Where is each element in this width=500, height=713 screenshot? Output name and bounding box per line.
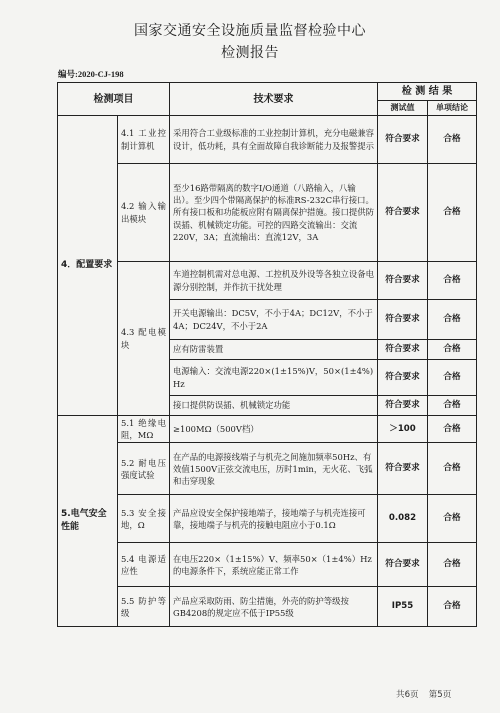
table-row: [58, 495, 477, 543]
header-conclusion: 单项结论: [428, 101, 477, 116]
table-row: [58, 543, 477, 587]
header-technical-requirement: 技术要求: [170, 83, 378, 116]
test-item-cell: 5.4 电源适应性: [118, 543, 170, 587]
document-number: 编号:2020-CJ-198: [58, 69, 124, 79]
report-title-line1: 国家交通安全设施质量监督检验中心: [134, 23, 366, 39]
requirement-cell: 应有防雷装置: [170, 340, 378, 360]
page-footer: [396, 688, 461, 700]
table-row: [58, 416, 477, 443]
table-row: [58, 587, 477, 627]
table-row: [58, 116, 477, 164]
measured-value-cell: IP55: [378, 587, 428, 627]
measured-value-cell: 符合要求: [378, 543, 428, 587]
test-item-cell: 4.2 输入输出模块: [118, 164, 170, 262]
test-item-cell: 5.3 安全接地，Ω: [118, 495, 170, 543]
inspection-table: [57, 82, 477, 627]
test-item-cell: 4.1 工业控制计算机: [118, 116, 170, 164]
conclusion-cell: 合格: [428, 416, 477, 443]
conclusion-cell: 合格: [428, 116, 477, 164]
conclusion-cell: 合格: [428, 587, 477, 627]
table-row: [58, 164, 477, 262]
measured-value-cell: 符合要求: [378, 262, 428, 300]
requirement-cell: 产品应采取防雨、防尘措施，外壳的防护等级按GB4208的规定应不低于IP55级: [170, 587, 378, 627]
category-cell: 4．配置要求: [58, 116, 118, 416]
header-test-result: 检 测 结 果: [378, 83, 477, 101]
conclusion-cell: 合格: [428, 396, 477, 416]
measured-value-cell: 符合要求: [378, 116, 428, 164]
measured-value-cell: 符合要求: [378, 396, 428, 416]
measured-value-cell: ＞100: [378, 416, 428, 443]
conclusion-cell: 合格: [428, 340, 477, 360]
conclusion-cell: 合格: [428, 543, 477, 587]
table-row: [58, 443, 477, 495]
conclusion-cell: 合格: [428, 443, 477, 495]
measured-value-cell: 符合要求: [378, 300, 428, 340]
test-item-cell: 5.1 绝缘电阻，MΩ: [118, 416, 170, 443]
measured-value-cell: 符合要求: [378, 340, 428, 360]
requirement-cell: 车道控制机需对总电源、工控机及外设等各独立设备电源分别控制，并作抗干扰处理: [170, 262, 378, 300]
table-row: [58, 262, 477, 300]
requirement-cell: 开关电源输出：DC5V，不小于4A；DC12V，不小于4A；DC24V，不小于2A: [170, 300, 378, 340]
report-title-line2: 检测报告: [221, 45, 279, 61]
requirement-cell: 采用符合工业级标准的工业控制计算机，充分电磁兼容设计，低功耗，具有全面故障自我诊断能力及报警提示: [170, 116, 378, 164]
test-item-cell: 5.5 防护等级: [118, 587, 170, 627]
header-measured-value: 测试值: [378, 101, 428, 116]
test-item-cell: 4.3 配电模块: [118, 262, 170, 416]
requirement-cell: ≥100MΩ（500V档）: [170, 416, 378, 443]
header-test-item: 检测项目: [58, 83, 170, 116]
category-cell: 5.电气安全性能: [58, 416, 118, 627]
requirement-cell: 电源输入：交流电源220×(1±15%)V，50×(1±4%) Hz: [170, 360, 378, 396]
requirement-cell: 在产品的电源接线端子与机壳之间施加频率50Hz、有效值1500V正弦交流电压，历时1min，无火花、飞弧和击穿现象: [170, 443, 378, 495]
measured-value-cell: 符合要求: [378, 360, 428, 396]
measured-value-cell: 符合要求: [378, 443, 428, 495]
requirement-cell: 至少16路带隔离的数字I/O通道（八路输入，八输出）。至少四个带隔离保护的标准RS-232C串行接口。所有接口板和功能板应附有隔离保护措施。接口提供防误插、机械锁定功能。可控的四路交流输出：交流220V，3A；直流输出：直流12V，3A: [170, 164, 378, 262]
measured-value-cell: 符合要求: [378, 164, 428, 262]
conclusion-cell: 合格: [428, 360, 477, 396]
requirement-cell: 接口提供防误插、机械锁定功能: [170, 396, 378, 416]
page-number: 第5页: [428, 690, 452, 700]
total-pages: 共6页: [396, 690, 419, 700]
conclusion-cell: 合格: [428, 495, 477, 543]
requirement-cell: 产品应设安全保护接地端子，接地端子与机壳连接可靠，接地端子与机壳的接触电阻应小于0.1Ω: [170, 495, 378, 543]
test-item-cell: 5.2 耐电压强度试验: [118, 443, 170, 495]
requirement-cell: 在电压220×（1±15%）V、频率50×（1±4%）Hz的电源条件下，系统应能正常工作: [170, 543, 378, 587]
conclusion-cell: 合格: [428, 300, 477, 340]
conclusion-cell: 合格: [428, 164, 477, 262]
measured-value-cell: 0.082: [378, 495, 428, 543]
table-body: [58, 116, 477, 627]
conclusion-cell: 合格: [428, 262, 477, 300]
